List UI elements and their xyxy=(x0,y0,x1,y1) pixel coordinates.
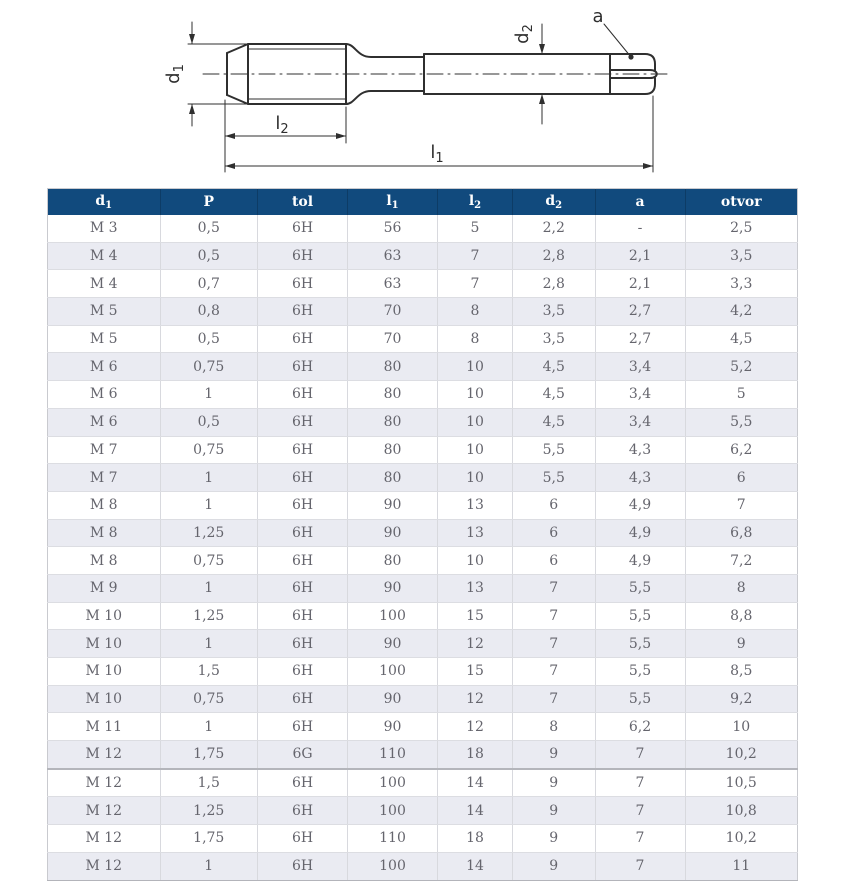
table-cell: 6H xyxy=(258,685,348,713)
table-cell: 1,25 xyxy=(160,797,258,825)
table-cell: 7 xyxy=(595,741,685,769)
table-cell: 90 xyxy=(348,713,438,741)
header-cell-otvor: otvor xyxy=(685,189,798,216)
header-cell-d1: $d_1$ xyxy=(48,189,161,216)
table-cell: 1,5 xyxy=(160,769,258,797)
table-row xyxy=(48,353,798,381)
table-cell: M 6 xyxy=(48,381,161,409)
table-cell: 1,75 xyxy=(160,741,258,769)
table-cell: 3,3 xyxy=(685,270,798,298)
table-row xyxy=(48,741,798,769)
table-cell: 4,9 xyxy=(595,491,685,519)
table-row xyxy=(48,408,798,436)
table-cell: 100 xyxy=(348,852,438,880)
table-row xyxy=(48,769,798,797)
table-cell: 15 xyxy=(438,602,513,630)
table-cell: 1,5 xyxy=(160,658,258,686)
table-cell: 0,75 xyxy=(160,685,258,713)
table-cell: 4,3 xyxy=(595,464,685,492)
tap-drawing-svg xyxy=(0,0,843,188)
table-cell: 9,2 xyxy=(685,685,798,713)
table-cell: 4,9 xyxy=(595,519,685,547)
table-cell: 70 xyxy=(348,325,438,353)
table-cell: 6H xyxy=(258,325,348,353)
table-row xyxy=(48,242,798,270)
table-cell: 0,7 xyxy=(160,270,258,298)
table-cell: 4,5 xyxy=(685,325,798,353)
table-row xyxy=(48,215,798,242)
table-cell: 80 xyxy=(348,353,438,381)
table-row xyxy=(48,547,798,575)
table-cell: 6H xyxy=(258,215,348,242)
table-cell: 2,8 xyxy=(513,242,596,270)
table-cell: 80 xyxy=(348,464,438,492)
table-cell: 6 xyxy=(513,491,596,519)
table-cell: 4,9 xyxy=(595,547,685,575)
table-cell: 1,75 xyxy=(160,825,258,853)
table-cell: 14 xyxy=(438,852,513,880)
table-cell: 70 xyxy=(348,298,438,326)
table-row xyxy=(48,630,798,658)
table-cell: 100 xyxy=(348,769,438,797)
table-cell: 90 xyxy=(348,630,438,658)
table-cell: 80 xyxy=(348,436,438,464)
table-cell: 9 xyxy=(685,630,798,658)
table-cell: 6 xyxy=(513,547,596,575)
table-cell: 1,25 xyxy=(160,602,258,630)
table-cell: M 7 xyxy=(48,464,161,492)
table-cell: 6H xyxy=(258,270,348,298)
leader-a xyxy=(604,24,631,57)
table-cell: 2,7 xyxy=(595,298,685,326)
table-cell: 0,5 xyxy=(160,325,258,353)
table-cell: 10 xyxy=(438,436,513,464)
table-cell: 6H xyxy=(258,797,348,825)
table-cell: 6G xyxy=(258,741,348,769)
table-cell: 6,2 xyxy=(595,713,685,741)
table-cell: 2,2 xyxy=(513,215,596,242)
table-cell: 56 xyxy=(348,215,438,242)
table-cell: 9 xyxy=(513,741,596,769)
table-cell: 2,1 xyxy=(595,242,685,270)
header-cell-p: P xyxy=(160,189,258,216)
table-cell: 8,8 xyxy=(685,602,798,630)
table-cell: 90 xyxy=(348,685,438,713)
table-cell: 14 xyxy=(438,769,513,797)
table-cell: M 7 xyxy=(48,436,161,464)
table-row xyxy=(48,713,798,741)
table-row xyxy=(48,797,798,825)
dimension-label-l2: $l_2$ xyxy=(275,113,289,137)
table-row xyxy=(48,381,798,409)
table-cell: 5,5 xyxy=(513,464,596,492)
table-cell: 14 xyxy=(438,797,513,825)
table-cell: 0,5 xyxy=(160,242,258,270)
table-cell: 4,2 xyxy=(685,298,798,326)
table-cell: 0,5 xyxy=(160,408,258,436)
table-cell: 10 xyxy=(685,713,798,741)
table-cell: - xyxy=(595,215,685,242)
table-cell: 6H xyxy=(258,298,348,326)
table-row xyxy=(48,852,798,880)
header-cell-a: a xyxy=(595,189,685,216)
table-cell: 18 xyxy=(438,825,513,853)
table-cell: 7 xyxy=(513,630,596,658)
table-cell: 7 xyxy=(513,602,596,630)
table-cell: 1 xyxy=(160,713,258,741)
table-cell: 63 xyxy=(348,270,438,298)
table-cell: M 8 xyxy=(48,547,161,575)
table-cell: 100 xyxy=(348,658,438,686)
table-cell: 1 xyxy=(160,852,258,880)
table-cell: 12 xyxy=(438,685,513,713)
table-cell: 9 xyxy=(513,825,596,853)
table-cell: 10 xyxy=(438,464,513,492)
table-cell: 6H xyxy=(258,242,348,270)
table-cell: 10,8 xyxy=(685,797,798,825)
table-cell: 6H xyxy=(258,713,348,741)
table-cell: M 12 xyxy=(48,797,161,825)
table-cell: 1,25 xyxy=(160,519,258,547)
table-cell: 6H xyxy=(258,852,348,880)
table-cell: 5 xyxy=(685,381,798,409)
table-cell: 1 xyxy=(160,574,258,602)
table-cell: 7 xyxy=(513,658,596,686)
table-cell: 6H xyxy=(258,630,348,658)
table-cell: M 12 xyxy=(48,769,161,797)
table-cell: 8 xyxy=(438,325,513,353)
table-cell: 0,8 xyxy=(160,298,258,326)
table-cell: 2,5 xyxy=(685,215,798,242)
table-cell: 6H xyxy=(258,547,348,575)
table-cell: 5,5 xyxy=(595,658,685,686)
table-cell: 10 xyxy=(438,408,513,436)
table-cell: 6,8 xyxy=(685,519,798,547)
table-cell: 6 xyxy=(513,519,596,547)
table-cell: M 10 xyxy=(48,602,161,630)
table-cell: 110 xyxy=(348,741,438,769)
table-cell: 6H xyxy=(258,408,348,436)
table-cell: 10 xyxy=(438,353,513,381)
table-row xyxy=(48,825,798,853)
table-cell: 18 xyxy=(438,741,513,769)
table-row xyxy=(48,685,798,713)
table-cell: M 8 xyxy=(48,491,161,519)
table-cell: 6H xyxy=(258,381,348,409)
table-cell: 1 xyxy=(160,630,258,658)
table-cell: 0,75 xyxy=(160,353,258,381)
table-cell: 13 xyxy=(438,519,513,547)
table-cell: 5,5 xyxy=(595,685,685,713)
table-cell: M 10 xyxy=(48,658,161,686)
table-cell: 1 xyxy=(160,464,258,492)
table-cell: 90 xyxy=(348,519,438,547)
table-cell: 9 xyxy=(513,852,596,880)
table-cell: 6H xyxy=(258,491,348,519)
spec-table xyxy=(47,188,798,881)
table-cell: 4,5 xyxy=(513,353,596,381)
header-cell-tol: tol xyxy=(258,189,348,216)
table-cell: 5,2 xyxy=(685,353,798,381)
table-cell: 6H xyxy=(258,464,348,492)
table-cell: 7 xyxy=(595,825,685,853)
table-cell: 12 xyxy=(438,630,513,658)
table-cell: 7 xyxy=(513,574,596,602)
table-row xyxy=(48,464,798,492)
table-row xyxy=(48,658,798,686)
table-cell: 5,5 xyxy=(595,574,685,602)
table-cell: 10 xyxy=(438,547,513,575)
table-cell: M 8 xyxy=(48,519,161,547)
table-cell: 6 xyxy=(685,464,798,492)
table-cell: 7 xyxy=(595,797,685,825)
table-cell: 6H xyxy=(258,825,348,853)
dimension-label-d2: $d_2$ xyxy=(512,24,536,44)
table-cell: 8 xyxy=(513,713,596,741)
dimension-label-l1: $l_1$ xyxy=(430,142,444,166)
table-cell: 0,5 xyxy=(160,215,258,242)
table-cell: 3,5 xyxy=(513,325,596,353)
table-cell: 13 xyxy=(438,574,513,602)
table-cell: 110 xyxy=(348,825,438,853)
table-cell: 10,2 xyxy=(685,741,798,769)
table-cell: M 6 xyxy=(48,353,161,381)
table-body xyxy=(48,215,798,881)
table-cell: M 4 xyxy=(48,242,161,270)
table-cell: 4,5 xyxy=(513,408,596,436)
table-cell: 4,5 xyxy=(513,381,596,409)
table-cell: M 5 xyxy=(48,298,161,326)
table-cell: 9 xyxy=(513,797,596,825)
table-cell: M 5 xyxy=(48,325,161,353)
header-cell-d2: $d_2$ xyxy=(513,189,596,216)
table-cell: 10 xyxy=(438,381,513,409)
table-cell: 7 xyxy=(685,491,798,519)
table-cell: 5,5 xyxy=(513,436,596,464)
table-cell: 12 xyxy=(438,713,513,741)
table-cell: M 12 xyxy=(48,825,161,853)
table-cell: 6H xyxy=(258,436,348,464)
table-row xyxy=(48,519,798,547)
table-cell: 3,5 xyxy=(685,242,798,270)
table-cell: 100 xyxy=(348,602,438,630)
table-cell: M 11 xyxy=(48,713,161,741)
table-cell: 3,4 xyxy=(595,408,685,436)
table-cell: M 9 xyxy=(48,574,161,602)
table-cell: 3,4 xyxy=(595,381,685,409)
dimension-label-a: a xyxy=(592,6,604,27)
table-cell: 7 xyxy=(438,242,513,270)
table-cell: 7,2 xyxy=(685,547,798,575)
table-row xyxy=(48,325,798,353)
table-cell: M 12 xyxy=(48,852,161,880)
table-cell: 90 xyxy=(348,491,438,519)
table-cell: 63 xyxy=(348,242,438,270)
table-row xyxy=(48,491,798,519)
table-cell: 6H xyxy=(258,602,348,630)
table-cell: 3,4 xyxy=(595,353,685,381)
table-cell: 1 xyxy=(160,491,258,519)
table-cell: 8 xyxy=(685,574,798,602)
table-row xyxy=(48,602,798,630)
dimension-label-d1: $d_1$ xyxy=(163,64,187,84)
table-cell: 1 xyxy=(160,381,258,409)
table-cell: M 6 xyxy=(48,408,161,436)
table-cell: M 10 xyxy=(48,630,161,658)
table-row xyxy=(48,270,798,298)
table-cell: 10,2 xyxy=(685,825,798,853)
table-row xyxy=(48,574,798,602)
table-cell: 6H xyxy=(258,574,348,602)
table-cell: 7 xyxy=(595,769,685,797)
technical-drawing xyxy=(0,0,843,188)
table-cell: M 12 xyxy=(48,741,161,769)
table-cell: 6H xyxy=(258,769,348,797)
table-cell: 7 xyxy=(595,852,685,880)
table-row xyxy=(48,298,798,326)
table-cell: 8,5 xyxy=(685,658,798,686)
table-cell: 6H xyxy=(258,658,348,686)
table-cell: 9 xyxy=(513,769,596,797)
table-cell: 90 xyxy=(348,574,438,602)
table-cell: 6H xyxy=(258,519,348,547)
table-cell: 6,2 xyxy=(685,436,798,464)
table-cell: 11 xyxy=(685,852,798,880)
table-cell: 5,5 xyxy=(685,408,798,436)
header-cell-l2: $l_2$ xyxy=(438,189,513,216)
table-cell: 5,5 xyxy=(595,602,685,630)
header-cell-l1: $l_1$ xyxy=(348,189,438,216)
table-cell: 100 xyxy=(348,797,438,825)
table-cell: 80 xyxy=(348,547,438,575)
table-cell: 4,3 xyxy=(595,436,685,464)
table-cell: 10,5 xyxy=(685,769,798,797)
table-cell: 5 xyxy=(438,215,513,242)
table-cell: 8 xyxy=(438,298,513,326)
table-cell: 13 xyxy=(438,491,513,519)
table-cell: 15 xyxy=(438,658,513,686)
table-cell: 80 xyxy=(348,408,438,436)
table-cell: 80 xyxy=(348,381,438,409)
table-cell: M 10 xyxy=(48,685,161,713)
table-cell: 7 xyxy=(513,685,596,713)
table-cell: 3,5 xyxy=(513,298,596,326)
table-row xyxy=(48,436,798,464)
table-cell: 2,1 xyxy=(595,270,685,298)
table-header-row xyxy=(48,189,798,216)
table-cell: 0,75 xyxy=(160,547,258,575)
table-cell: 2,7 xyxy=(595,325,685,353)
table-cell: 6H xyxy=(258,353,348,381)
table-cell: 2,8 xyxy=(513,270,596,298)
table-cell: 7 xyxy=(438,270,513,298)
table-cell: M 3 xyxy=(48,215,161,242)
table-cell: 5,5 xyxy=(595,630,685,658)
table-cell: M 4 xyxy=(48,270,161,298)
table-cell: 0,75 xyxy=(160,436,258,464)
